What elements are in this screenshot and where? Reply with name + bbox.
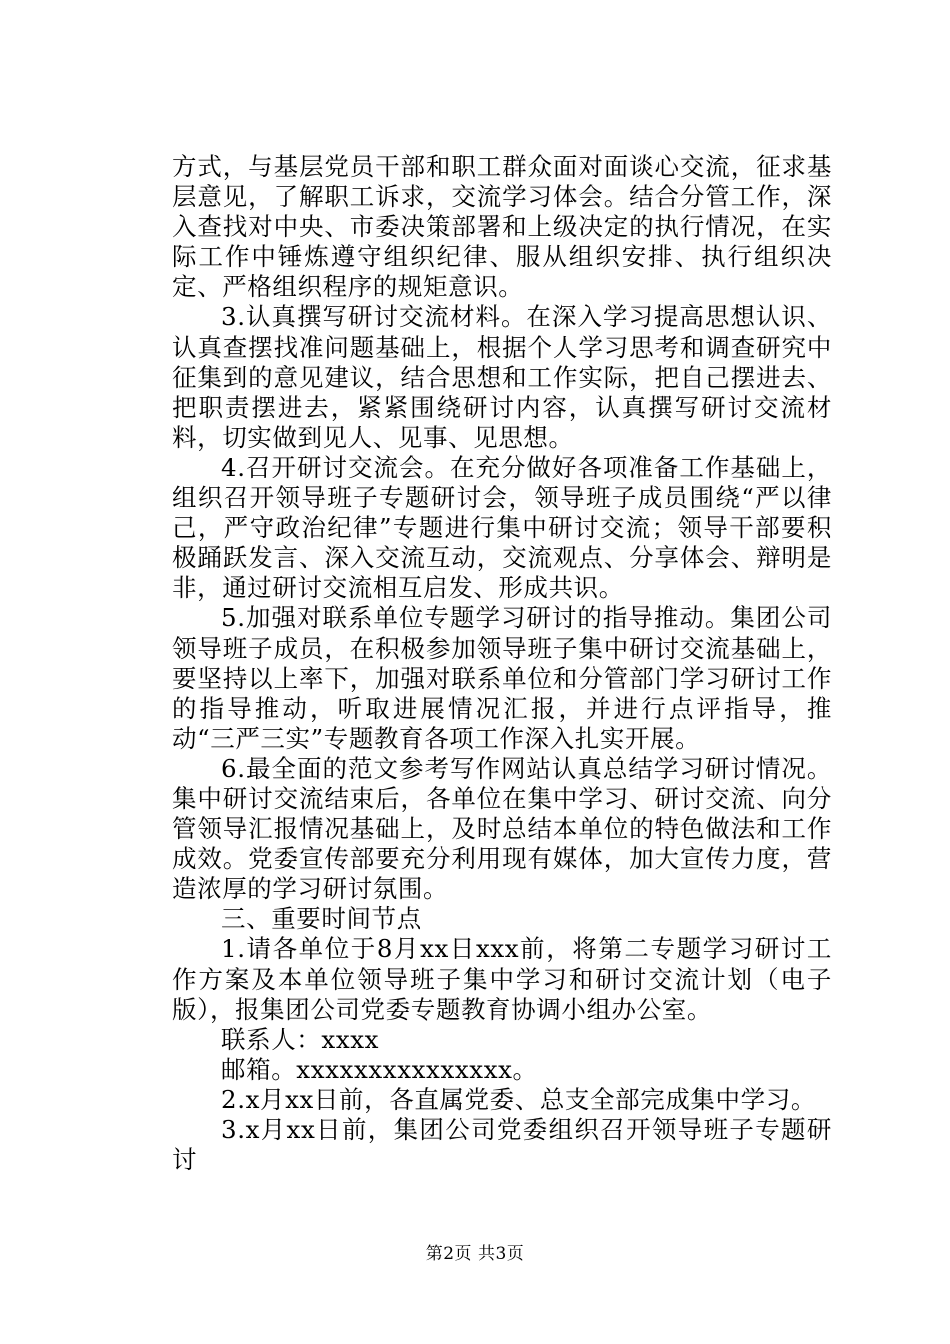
document-body [172, 152, 832, 1175]
paragraph-continuation: 方式，与基层党员干部和职工群众面对面谈心交流，征求基层意见，了解职工诉求，交流学习体会。结合分管工作，深入查找对中央、市委决策部署和上级决定的执行情况，在实际工作中锤炼遵守组织纪律、服从组织安排、执行组织决定、严格组织程序的规矩意识。 [172, 152, 832, 302]
paragraph-deadline-3: 3.x月xx日前，集团公司党委组织召开领导班子专题研讨 [172, 1115, 832, 1175]
paragraph-item-6: 6.最全面的范文参考写作网站认真总结学习研讨情况。集中研讨交流结束后，各单位在集中学习、研讨交流、向分管领导汇报情况基础上，及时总结本单位的特色做法和工作成效。党委宣传部要充分利用现有媒体，加大宣传力度，营造浓厚的学习研讨氛围。 [172, 753, 832, 904]
section-heading: 三、重要时间节点 [221, 904, 422, 934]
paragraph-item-5: 5.加强对联系单位专题学习研讨的指导推动。集团公司领导班子成员，在积极参加领导班子集中研讨交流基础上，要坚持以上率下，加强对联系单位和分管部门学习研讨工作的指导推动，听取进展情况汇报，并进行点评指导，推动“三严三实”专题教育各项工作深入扎实开展。 [172, 603, 832, 753]
paragraph-item-4: 4.召开研讨交流会。在充分做好各项准备工作基础上，组织召开领导班子专题研讨会，领导班子成员围绕“严以律己，严守政治纪律”专题进行集中研讨交流；领导干部要积极踊跃发言、深入交流互动，交流观点、分享体会、辩明是非，通过研讨交流相互启发、形成共识。 [172, 452, 832, 603]
paragraph-deadline-1: 1.请各单位于8月xx日xxx前，将第二专题学习研讨工作方案及本单位领导班子集中学习和研讨交流计划（电子版），报集团公司党委专题教育协调小组办公室。 [172, 934, 832, 1024]
paragraph-deadline-2: 2.x月xx日前，各直属党委、总支全部完成集中学习。 [221, 1084, 816, 1114]
page-number-footer: 第2页 共3页 [425, 1244, 525, 1264]
contact-person-line: 联系人：xxxx [221, 1024, 380, 1054]
paragraph-item-3: 3.认真撰写研讨交流材料。在深入学习提高思想认识、认真查摆找准问题基础上，根据个人学习思考和调查研究中征集到的意见建议，结合思想和工作实际，把自己摆进去、把职责摆进去，紧紧围绕研讨内容，认真撰写研讨交流材料，切实做到见人、见事、见思想。 [172, 302, 832, 452]
email-line: 邮箱。xxxxxxxxxxxxxxx。 [221, 1054, 538, 1084]
